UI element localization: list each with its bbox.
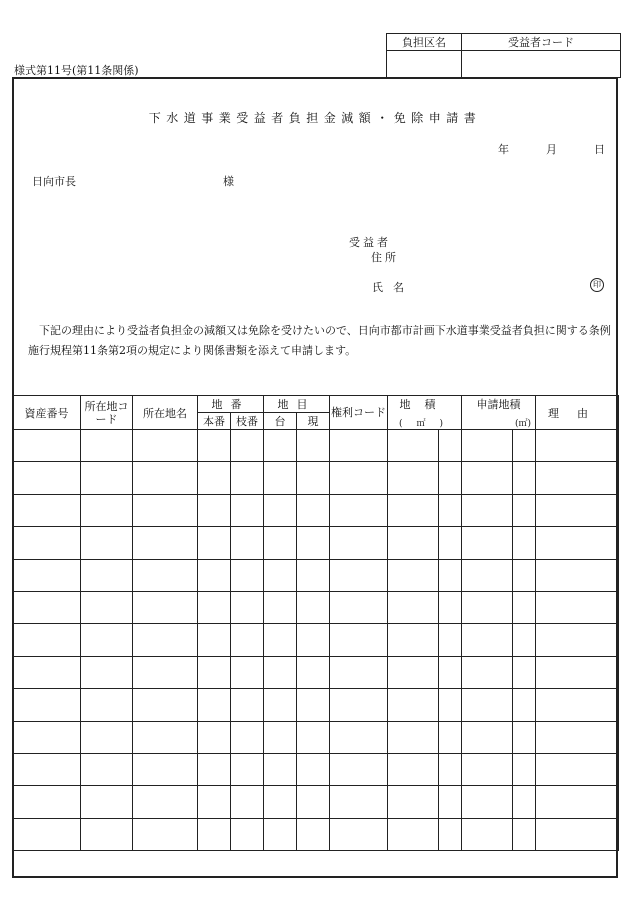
table-cell[interactable] [264,591,297,623]
table-cell[interactable] [536,818,619,850]
table-cell[interactable] [231,462,264,494]
table-cell[interactable] [330,818,388,850]
table-cell[interactable] [264,818,297,850]
table-cell[interactable] [231,656,264,688]
name-label: 氏名 [372,281,414,294]
header-land-category: 地目 [264,396,330,413]
table-cell[interactable] [462,818,513,850]
table-cell[interactable] [330,527,388,559]
table-cell[interactable] [264,689,297,721]
header-lot-branch: 枝番 [231,413,264,430]
table-cell[interactable] [513,462,536,494]
beneficiary-code-header: 受益者コード [462,34,621,51]
table-cell[interactable] [297,624,330,656]
table-cell[interactable] [513,559,536,591]
table-cell[interactable] [439,624,462,656]
table-cell[interactable] [264,721,297,753]
table-cell[interactable] [133,656,198,688]
table-body [13,430,619,851]
table-cell[interactable] [231,559,264,591]
table-row [13,527,619,559]
table-cell[interactable] [264,753,297,785]
table-row [13,656,619,688]
table-cell[interactable] [536,462,619,494]
table-cell[interactable] [439,494,462,526]
table-cell[interactable] [536,591,619,623]
table-cell[interactable] [13,721,81,753]
form-number-label: 様式第11号(第11条関係) [14,64,139,77]
table-cell[interactable] [330,656,388,688]
table-row [13,721,619,753]
table-cell[interactable] [231,818,264,850]
table-cell[interactable] [297,753,330,785]
table-cell[interactable] [264,786,297,818]
table-cell[interactable] [81,656,133,688]
table-cell[interactable] [231,689,264,721]
table-cell[interactable] [231,624,264,656]
table-cell[interactable] [513,753,536,785]
header-applied-area-label: 申請地積 [476,398,521,411]
table-row [13,462,619,494]
table-cell[interactable] [198,818,231,850]
table-cell[interactable] [388,527,439,559]
table-cell[interactable] [13,559,81,591]
table-cell[interactable] [513,527,536,559]
table-cell[interactable] [81,591,133,623]
table-cell[interactable] [536,430,619,462]
table-cell[interactable] [81,689,133,721]
table-cell[interactable] [388,624,439,656]
table-cell[interactable] [536,689,619,721]
table-cell[interactable] [462,689,513,721]
table-cell[interactable] [330,462,388,494]
table-cell[interactable] [388,462,439,494]
header-land-area [388,396,462,430]
header-applied-area-unit: (㎡) [514,419,531,429]
table-cell[interactable] [439,689,462,721]
table-cell[interactable] [330,591,388,623]
table-cell[interactable] [330,753,388,785]
table-cell[interactable] [13,656,81,688]
table-cell[interactable] [198,591,231,623]
table-cell[interactable] [264,656,297,688]
table-cell[interactable] [297,559,330,591]
table-cell[interactable] [388,591,439,623]
table-cell[interactable] [388,818,439,850]
code-box [386,33,621,78]
table-cell[interactable] [388,689,439,721]
header-applied-area [462,396,536,430]
table-cell[interactable] [13,624,81,656]
table-cell[interactable] [231,494,264,526]
table-cell[interactable] [231,721,264,753]
table-row [13,753,619,785]
table-cell[interactable] [462,786,513,818]
district-field[interactable] [387,51,462,78]
addressee-honorific: 様 [223,175,234,188]
table-cell[interactable] [81,462,133,494]
table-cell[interactable] [462,624,513,656]
table-row [13,689,619,721]
table-cell[interactable] [388,786,439,818]
table-cell[interactable] [231,753,264,785]
addressee-mayor: 日向市長 [32,175,76,188]
table-cell[interactable] [439,559,462,591]
table-cell[interactable] [231,430,264,462]
table-cell[interactable] [297,591,330,623]
table-cell[interactable] [81,786,133,818]
table-cell[interactable] [297,818,330,850]
table-cell[interactable] [13,591,81,623]
table-cell[interactable] [330,689,388,721]
table-cell[interactable] [513,656,536,688]
table-cell[interactable] [513,591,536,623]
table-cell[interactable] [81,624,133,656]
table-cell[interactable] [81,559,133,591]
form-title: 下水道事業受益者負担金減額・免除申請書 [148,111,482,125]
header-lot-no: 地番 [198,396,264,413]
table-cell[interactable] [513,721,536,753]
table-cell[interactable] [13,818,81,850]
table-cell[interactable] [439,462,462,494]
date-month-label: 月 [546,143,557,156]
table-cell[interactable] [198,430,231,462]
table-row [13,494,619,526]
table-cell[interactable] [462,462,513,494]
table-cell[interactable] [297,430,330,462]
table-cell[interactable] [388,721,439,753]
table-cell[interactable] [536,494,619,526]
applicant-label: 受益者 [349,236,391,249]
date-year-label: 年 [498,143,509,156]
table-cell[interactable] [462,559,513,591]
table-cell[interactable] [297,786,330,818]
table-cell[interactable] [81,721,133,753]
table-cell[interactable] [231,786,264,818]
header-lot-main: 本番 [198,413,231,430]
table-cell[interactable] [264,430,297,462]
table-cell[interactable] [513,624,536,656]
application-form-frame [12,77,618,878]
table-cell[interactable] [439,527,462,559]
table-cell[interactable] [198,656,231,688]
table-cell[interactable] [81,430,133,462]
table-cell[interactable] [13,430,81,462]
table-cell[interactable] [536,559,619,591]
table-row [13,559,619,591]
table-cell[interactable] [297,689,330,721]
table-cell[interactable] [81,818,133,850]
table-cell[interactable] [198,624,231,656]
table-cell[interactable] [439,591,462,623]
table-cell[interactable] [198,786,231,818]
table-cell[interactable] [388,753,439,785]
table-cell[interactable] [81,527,133,559]
header-asset-no: 資産番号 [13,396,81,430]
table-cell[interactable] [330,624,388,656]
table-cell[interactable] [231,591,264,623]
table-row [13,430,619,462]
table-cell[interactable] [264,494,297,526]
table-cell[interactable] [198,753,231,785]
header-rights-code: 権利コード [330,396,388,430]
table-cell[interactable] [297,462,330,494]
table-row [13,818,619,850]
table-cell[interactable] [264,527,297,559]
table-cell[interactable] [133,689,198,721]
table-cell[interactable] [297,494,330,526]
table-cell[interactable] [133,430,198,462]
table-cell[interactable] [133,753,198,785]
table-cell[interactable] [439,721,462,753]
table-cell[interactable] [439,818,462,850]
table-cell[interactable] [133,527,198,559]
table-cell[interactable] [13,786,81,818]
table-cell[interactable] [462,721,513,753]
beneficiary-code-field[interactable] [462,51,621,78]
table-cell[interactable] [439,656,462,688]
header-land-register: 台 [264,413,297,430]
table-cell[interactable] [133,624,198,656]
table-cell[interactable] [264,559,297,591]
address-label: 住所 [371,251,399,264]
table-cell[interactable] [536,527,619,559]
table-cell[interactable] [297,527,330,559]
table-row [13,624,619,656]
table-cell[interactable] [462,527,513,559]
table-cell[interactable] [133,494,198,526]
table-cell[interactable] [133,559,198,591]
table-cell[interactable] [536,786,619,818]
district-header: 負担区名 [387,34,462,51]
table-cell[interactable] [198,559,231,591]
table-cell[interactable] [439,430,462,462]
table-cell[interactable] [388,559,439,591]
table-cell[interactable] [462,656,513,688]
table-cell[interactable] [198,721,231,753]
header-land-area-unit: (㎡) [398,419,457,429]
table-cell[interactable] [330,559,388,591]
header-location-code: 所在地コード [81,396,133,430]
table-cell[interactable] [81,753,133,785]
table-cell[interactable] [462,591,513,623]
table-cell[interactable] [297,656,330,688]
table-cell[interactable] [388,430,439,462]
table-cell[interactable] [388,656,439,688]
table-cell[interactable] [462,430,513,462]
table-cell[interactable] [198,527,231,559]
table-cell[interactable] [13,462,81,494]
table-cell[interactable] [13,527,81,559]
table-cell[interactable] [439,753,462,785]
table-cell[interactable] [330,786,388,818]
table-cell[interactable] [198,689,231,721]
table-cell[interactable] [536,656,619,688]
table-cell[interactable] [297,721,330,753]
table-row [13,591,619,623]
header-land-area-label: 地積 [399,398,450,411]
table-cell[interactable] [133,591,198,623]
table-cell[interactable] [13,494,81,526]
header-land-current: 現 [297,413,330,430]
table-row [13,786,619,818]
table-cell[interactable] [133,462,198,494]
date-day-label: 日 [594,143,605,156]
table-cell[interactable] [536,624,619,656]
table-cell[interactable] [13,689,81,721]
table-cell[interactable] [330,430,388,462]
table-cell[interactable] [513,430,536,462]
table-cell[interactable] [439,786,462,818]
table-cell[interactable] [133,721,198,753]
table-cell[interactable] [264,462,297,494]
table-cell[interactable] [81,494,133,526]
header-location-name: 所在地名 [133,396,198,430]
property-table [12,395,619,851]
table-cell[interactable] [462,494,513,526]
table-cell[interactable] [330,494,388,526]
table-cell[interactable] [513,494,536,526]
application-statement: 下記の理由により受益者負担金の減額又は免除を受けたいので、日向市都市計画下水道事業受益者負担に関する条例施行規程第11条第2項の規定により関係書類を添えて申請します。 [28,324,611,357]
table-cell[interactable] [388,494,439,526]
table-cell[interactable] [231,527,264,559]
table-cell[interactable] [536,721,619,753]
table-cell[interactable] [513,818,536,850]
table-cell[interactable] [133,818,198,850]
seal-mark: 印 [590,278,604,292]
table-cell[interactable] [536,753,619,785]
table-cell[interactable] [198,494,231,526]
table-cell[interactable] [513,689,536,721]
table-cell[interactable] [13,753,81,785]
table-cell[interactable] [513,786,536,818]
table-cell[interactable] [133,786,198,818]
table-cell[interactable] [198,462,231,494]
table-cell[interactable] [462,753,513,785]
header-reason: 理由 [536,396,619,430]
table-cell[interactable] [264,624,297,656]
table-cell[interactable] [330,721,388,753]
